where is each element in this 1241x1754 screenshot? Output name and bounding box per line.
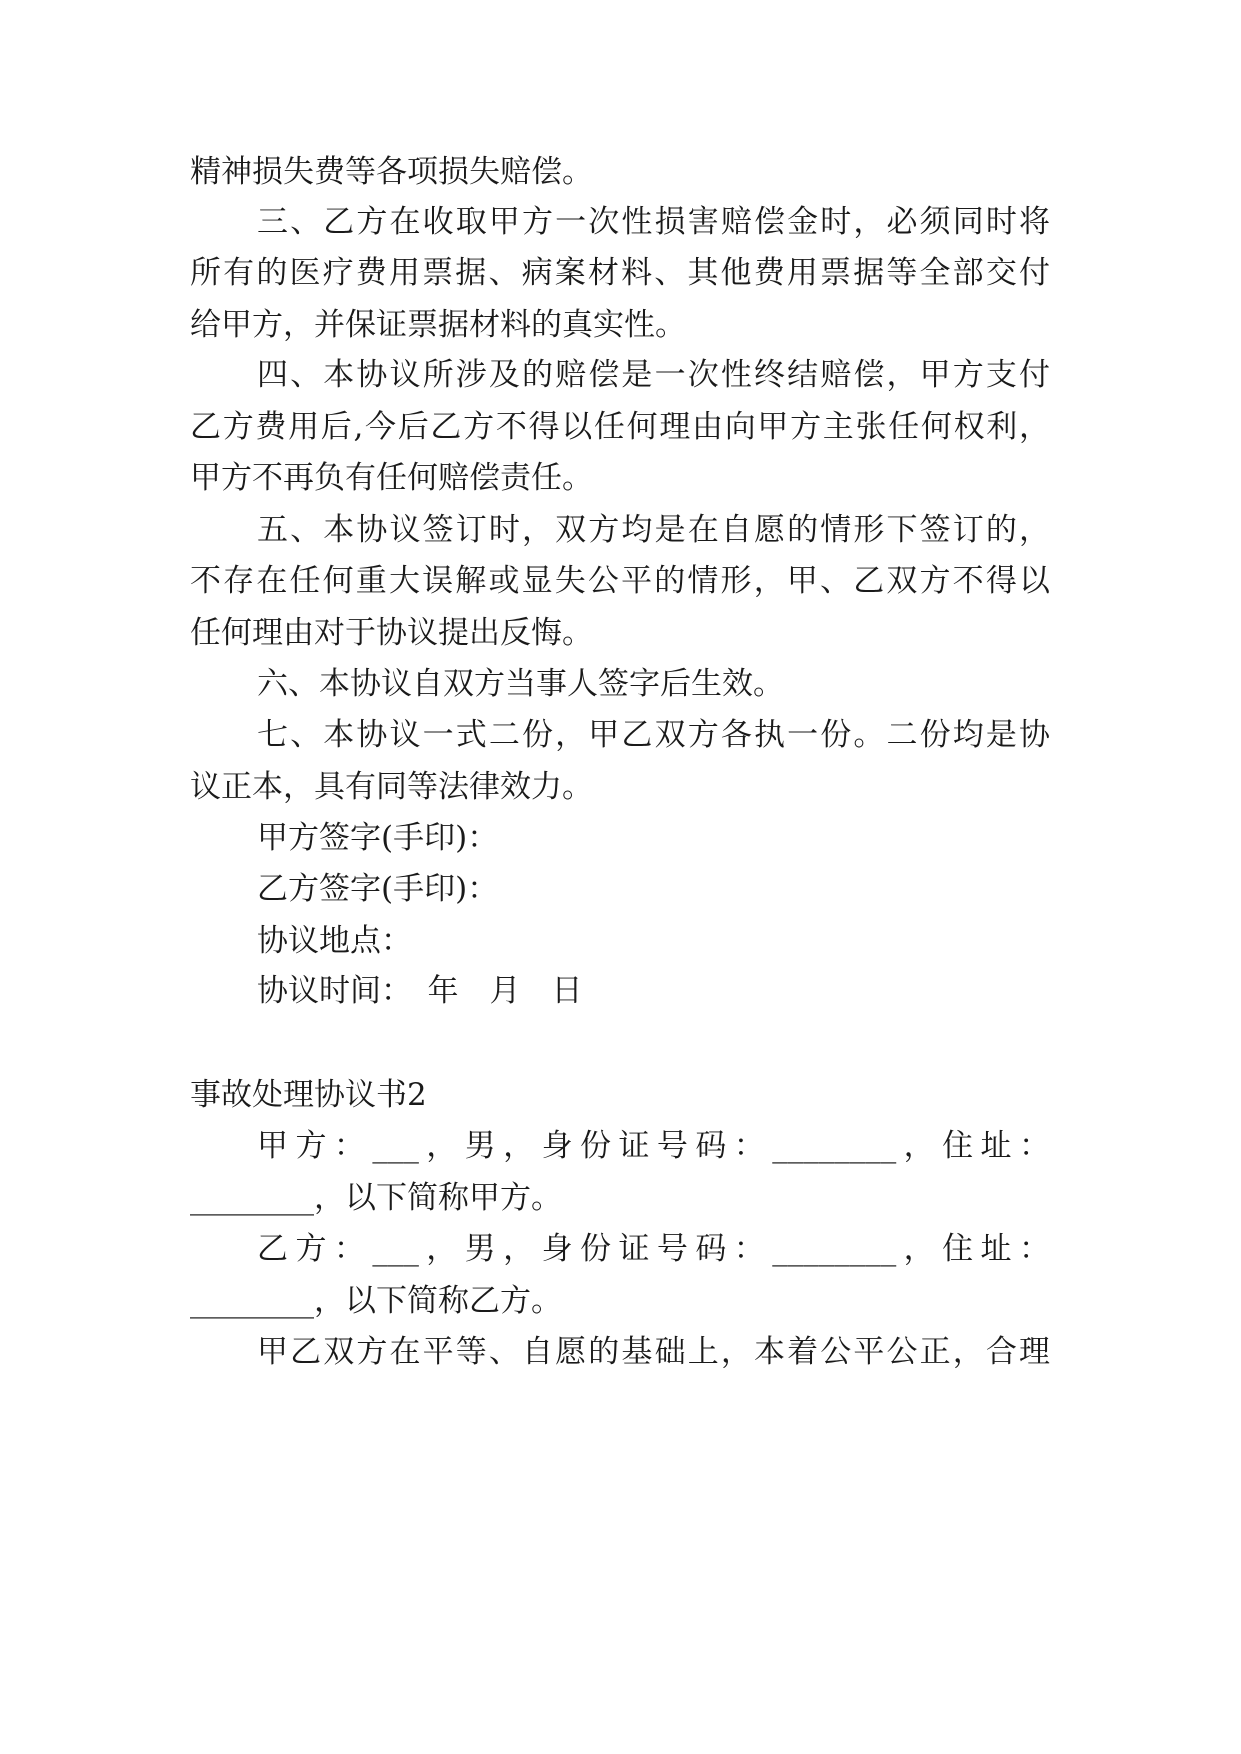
clause-six-line: 六、本协议自双方当事人签字后生效。	[257, 666, 784, 702]
paragraph-line: 任何理由对于协议提出反悔。	[190, 615, 593, 651]
clause-five-line: 五、本协议签订时，双方均是在自愿的情形下签订的，	[257, 512, 1050, 548]
paragraph-line: 精神损失费等各项损失赔偿。	[190, 154, 593, 190]
party-a-signature-label: 甲方签字(手印)：	[257, 820, 499, 856]
paragraph-line: 议正本，具有同等法律效力。	[190, 769, 593, 805]
paragraph-line: 甲方不再负有任何赔偿责任。	[190, 460, 593, 496]
party-b-signature-label: 乙方签字(手印)：	[257, 871, 499, 907]
party-a-info-line: ________，以下简称甲方。	[190, 1180, 562, 1216]
party-b-info-line: ________，以下简称乙方。	[190, 1283, 562, 1319]
section-two-intro-line: 甲乙双方在平等、自愿的基础上，本着公平公正，合理	[257, 1334, 1050, 1370]
paragraph-line: 所有的医疗费用票据、病案材料、其他费用票据等全部交付	[190, 255, 1050, 291]
agreement-place-label: 协议地点：	[257, 923, 412, 959]
clause-three-line: 三、乙方在收取甲方一次性损害赔偿金时，必须同时将	[257, 204, 1050, 240]
paragraph-line: 乙方费用后,今后乙方不得以任何理由向甲方主张任何权利，	[190, 409, 1050, 445]
party-b-info-line: 乙方：___，男，身份证号码：________，住址：	[257, 1231, 1050, 1267]
section-two-title: 事故处理协议书2	[190, 1077, 427, 1113]
paragraph-line: 不存在任何重大误解或显失公平的情形，甲、乙双方不得以	[190, 563, 1050, 599]
clause-four-line: 四、本协议所涉及的赔偿是一次性终结赔偿，甲方支付	[257, 357, 1050, 393]
agreement-time-label: 协议时间： 年 月 日	[257, 973, 583, 1009]
party-a-info-line: 甲方：___，男，身份证号码：________，住址：	[257, 1128, 1050, 1164]
clause-seven-line: 七、本协议一式二份，甲乙双方各执一份。二份均是协	[257, 717, 1050, 753]
paragraph-line: 给甲方，并保证票据材料的真实性。	[190, 307, 686, 343]
